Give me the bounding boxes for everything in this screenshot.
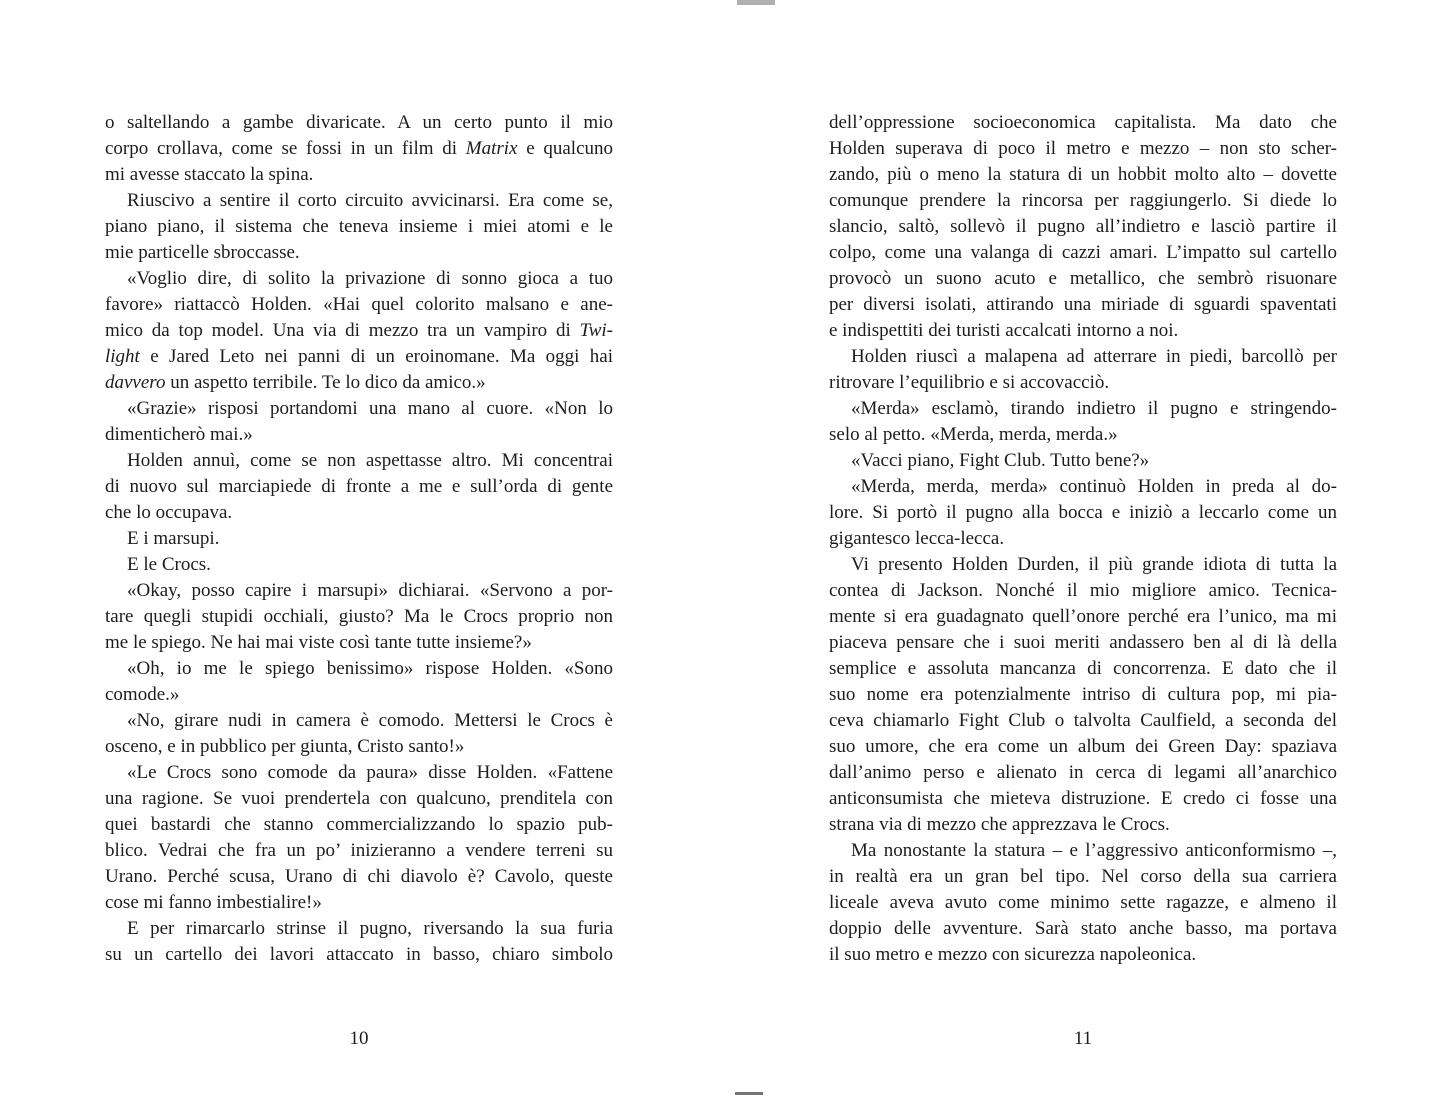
text-line: «Vacci piano, Fight Club. Tutto bene?»: [851, 450, 1150, 471]
text-line: selo al petto. «Merda, merda, merda.»: [829, 424, 1118, 445]
text-line: «No, girare nudi in camera è comodo. Mettersi le Crocs è: [127, 710, 613, 731]
text-line: mente si era guadagnato quell’onore perché era l’unico, ma mi: [829, 606, 1337, 627]
text-line: osceno, e in pubblico per giunta, Cristo santo!»: [105, 736, 465, 757]
page-edge-mark-top: [737, 0, 775, 5]
text-line: comunque prendere la rincorsa per raggiungerlo. Si diede lo: [829, 190, 1337, 211]
text-line: Vi presento Holden Durden, il più grande idiota di tutta la: [851, 554, 1337, 575]
text-line: strana via di mezzo che apprezzava le Crocs.: [829, 814, 1170, 835]
text-line: «Merda» esclamò, tirando indietro il pugno e stringendo-: [851, 398, 1337, 419]
text-line: mi avesse staccato la spina.: [105, 164, 314, 185]
text-line: Ma nonostante la statura – e l’aggressivo anticonformismo –,: [851, 840, 1337, 861]
text-line: E i marsupi.: [127, 528, 220, 549]
text-line: lore. Si portò il pugno alla bocca e iniziò a leccarlo come un: [829, 502, 1337, 523]
text-line: colpo, come una valanga di cazzi amari. L’impatto sul cartello: [829, 242, 1337, 263]
text-line: di nuovo sul marciapiede di fronte a me e sull’orda di gente: [105, 476, 613, 497]
book-page-left: [105, 110, 613, 968]
text-line: anticonsumista che mieteva distruzione. E credo ci fosse una: [829, 788, 1337, 809]
text-line: blico. Vedrai che fra un po’ inizieranno a vendere terreni su: [105, 840, 613, 861]
text-line: quei bastardi che stanno commercializzando lo spazio pub-: [105, 814, 613, 835]
text-line: mie particelle sbroccasse.: [105, 242, 300, 263]
text-line: E per rimarcarlo strinse il pugno, riversando la sua furia: [127, 918, 613, 939]
text-line: Urano. Perché scusa, Urano di chi diavolo è? Cavolo, queste: [105, 866, 613, 887]
text-line: il suo metro e mezzo con sicurezza napoleonica.: [829, 944, 1197, 965]
text-line: Riuscivo a sentire il corto circuito avvicinarsi. Era come se,: [127, 190, 613, 211]
text-line: suo umore, che era come un album dei Green Day: spaziava: [829, 736, 1337, 757]
text-line: che lo occupava.: [105, 502, 233, 523]
text-line: gigantesco lecca-lecca.: [829, 528, 1005, 549]
text-line: «Oh, io me le spiego benissimo» rispose Holden. «Sono: [127, 658, 613, 679]
text-line: doppio delle avventure. Sarà stato anche basso, ma portava: [829, 918, 1337, 939]
text-line: favore» riattaccò Holden. «Hai quel colorito malsano e ane-: [105, 294, 613, 315]
text-line: e indispettiti dei turisti accalcati intorno a noi.: [829, 320, 1179, 341]
book-page-right: [829, 110, 1337, 968]
text-line: «Grazie» risposi portandomi una mano al cuore. «Non lo: [127, 398, 613, 419]
text-line: «Okay, posso capire i marsupi» dichiarai. «Servono a por-: [127, 580, 613, 601]
text-line: su un cartello dei lavori attaccato in basso, chiaro simbolo: [105, 944, 613, 965]
text-line: «Merda, merda, merda» continuò Holden in preda al do-: [851, 476, 1337, 497]
page-number-right: 11: [1073, 1028, 1093, 1049]
text-line: dimenticherò mai.»: [105, 424, 253, 445]
text-line: ritrovare l’equilibrio e si accovacciò.: [829, 372, 1110, 393]
text-line: semplice e assoluta mancanza di concorrenza. E dato che il: [829, 658, 1337, 679]
text-line: per diversi isolati, attirando una miriade di sguardi spaventati: [829, 294, 1337, 315]
text-line: E le Crocs.: [127, 554, 211, 575]
text-line: una ragione. Se vuoi prendertela con qualcuno, prenditela con: [105, 788, 613, 809]
text-line: zando, più o meno la statura di un hobbit molto alto – dovette: [829, 164, 1337, 185]
text-line: suo nome era potenzialmente intriso di cultura pop, mi pia-: [829, 684, 1337, 705]
text-line: tare quegli stupidi occhiali, giusto? Ma le Crocs proprio non: [105, 606, 613, 627]
text-line: davvero un aspetto terribile. Te lo dico da amico.»: [105, 372, 486, 393]
text-line: comode.»: [105, 684, 180, 705]
text-line: light e Jared Leto nei panni di un eroinomane. Ma oggi hai: [105, 346, 613, 367]
text-line: «Le Crocs sono comode da paura» disse Holden. «Fattene: [127, 762, 613, 783]
text-line: mico da top model. Una via di mezzo tra un vampiro di Twi-: [105, 320, 613, 341]
text-line: provocò un suono acuto e metallico, che sembrò risuonare: [829, 268, 1337, 289]
text-line: ceva chiamarlo Fight Club o talvolta Caulfield, a seconda del: [829, 710, 1337, 731]
text-line: dall’animo perso e alienato in cerca di legami all’anarchico: [829, 762, 1337, 783]
text-line: Holden riuscì a malapena ad atterrare in piedi, barcollò per: [851, 346, 1337, 367]
text-line: cose mi fanno imbestialire!»: [105, 892, 322, 913]
page-edge-mark-bottom: [735, 1092, 763, 1095]
text-line: me le spiego. Ne hai mai viste così tante tutte insieme?»: [105, 632, 532, 653]
text-line: dell’oppressione socioeconomica capitalista. Ma dato che: [829, 112, 1337, 133]
text-line: slancio, saltò, sollevò il pugno all’indietro e lasciò partire il: [829, 216, 1337, 237]
text-line: piaceva pensare che i suoi meriti andassero ben al di là della: [829, 632, 1337, 653]
text-line: in realtà era un gran bel tipo. Nel corso della sua carriera: [829, 866, 1337, 887]
text-line: corpo crollava, come se fossi in un film di Matrix e qualcuno: [105, 138, 613, 159]
text-line: liceale aveva avuto come minimo sette ragazze, e almeno il: [829, 892, 1337, 913]
text-line: Holden annuì, come se non aspettasse altro. Mi concentrai: [127, 450, 613, 471]
page-number-left: 10: [349, 1028, 369, 1049]
text-line: contea di Jackson. Nonché il mio migliore amico. Tecnica-: [829, 580, 1337, 601]
text-line: piano piano, il sistema che teneva insieme i miei atomi e le: [105, 216, 613, 237]
text-line: «Voglio dire, di solito la privazione di sonno gioca a tuo: [127, 268, 613, 289]
text-line: Holden superava di poco il metro e mezzo – non sto scher-: [829, 138, 1337, 159]
text-line: o saltellando a gambe divaricate. A un certo punto il mio: [105, 112, 613, 133]
